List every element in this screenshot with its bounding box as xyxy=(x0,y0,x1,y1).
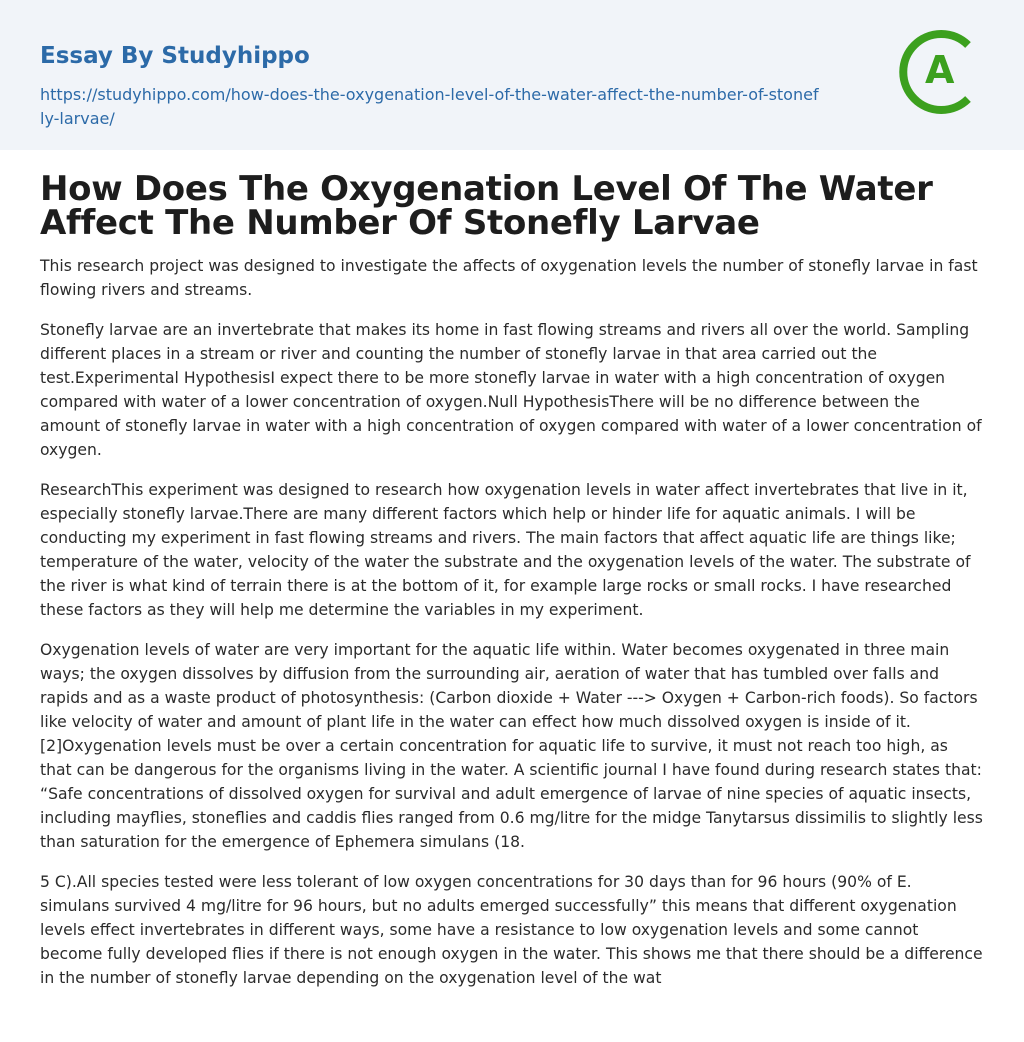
studyhippo-logo-icon[interactable] xyxy=(898,29,984,115)
article-title: How Does The Oxygenation Level Of The Water Affect The Number Of Stonefly Larvae xyxy=(40,169,933,243)
site-header xyxy=(0,0,1024,150)
article-paragraph: ResearchThis experiment was designed to research how oxygenation levels in water affect invertebrates that live in it, especially stonefly larvae.There are many different factors which help or hinder life for aquatic animals. I will be conducting my experiment in fast flowing streams and rivers. The main factors that affect aquatic life are things like; temperature of the water, velocity of the water the substrate and the oxygenation levels of the water. The substrate of the river is what kind of terrain there is at the bottom of it, for example large rocks or small rocks. I have researched these factors as they will help me determine the variables in my experiment. xyxy=(40,481,971,619)
article-paragraph: This research project was designed to investigate the affects of oxygenation levels the number of stonefly larvae in fast flowing rivers and streams. xyxy=(40,257,978,299)
article-paragraph: Oxygenation levels of water are very important for the aquatic life within. Water becomes oxygenated in three main ways; the oxygen dissolves by diffusion from the surrounding air, aeration of water that has tumbled over falls and rapids and as a waste product of photosynthesis: (Carbon dioxide + Water ---> Oxygen + Carbon-rich foods). So factors like velocity of water and amount of plant life in the water can effect how much dissolved oxygen is inside of it. [2]Oxygenation levels must be over a certain concentration for aquatic life to survive, it must not reach too high, as that can be dangerous for the organisms living in the water. A scientific journal I have found during research states that: “Safe concentrations of dissolved oxygen for survival and adult emergence of larvae of nine species of aquatic insects, including mayflies, stoneflies and caddis flies ranged from 0.6 mg/litre for the midge Tanytarsus dissimilis to slightly less than saturation for the emergence of Ephemera simulans (18. xyxy=(40,641,983,851)
article-body xyxy=(0,150,1024,990)
logo-letter: A xyxy=(925,48,955,92)
article-paragraph: Stonefly larvae are an invertebrate that makes its home in fast flowing streams and rivers all over the world. Sampling different places in a stream or river and counting the number of stonefly larvae in that area carried out the test.Experimental HypothesisI expect there to be more stonefly larvae in water with a high concentration of oxygen compared with water of a lower concentration of oxygen.Null HypothesisThere will be no difference between the amount of stonefly larvae in water with a high concentration of oxygen compared with water of a lower concentration of oxygen. xyxy=(40,321,982,459)
article-paragraph: 5 C).All species tested were less tolerant of low oxygen concentrations for 30 days than for 96 hours (90% of E. simulans survived 4 mg/litre for 96 hours, but no adults emerged successfully” this means that different oxygenation levels effect invertebrates in different ways, some have a resistance to low oxygenation levels and some cannot become fully developed flies if there is not enough oxygen in the water. This shows me that there should be a difference in the number of stonefly larvae depending on the oxygenation level of the wat xyxy=(40,873,983,987)
essay-url-link[interactable]: https://studyhippo.com/how-does-the-oxygenation-level-of-the-water-affect-the-number-of-stonefly-larvae/ xyxy=(40,85,819,128)
brand-title: Essay By Studyhippo xyxy=(40,43,310,69)
